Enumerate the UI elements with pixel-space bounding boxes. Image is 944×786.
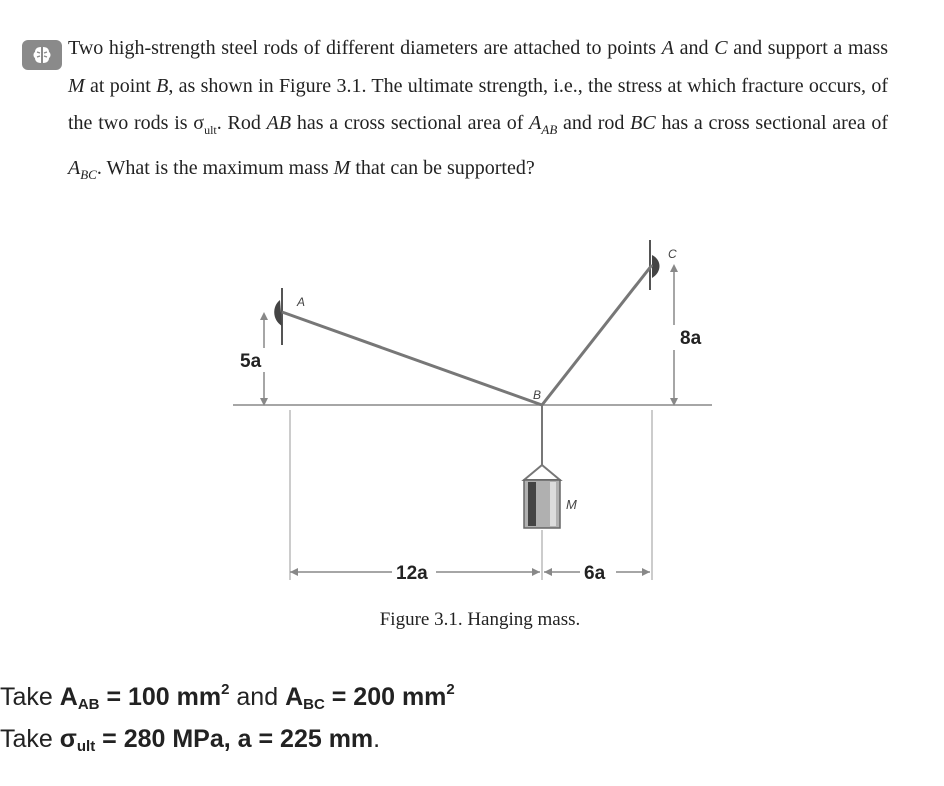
dim-6a-arrow-left xyxy=(544,568,552,576)
hanger-hook xyxy=(524,465,560,480)
given-areas: Take $A_{AB} = 100$ $mm^2$ and $A_{BC} = 200$ $mm^2$ xyxy=(0,681,455,713)
dim-6a-arrow-right xyxy=(642,568,650,576)
rod-bc xyxy=(542,265,652,405)
mass-shade-left xyxy=(528,482,536,526)
given-strength: Take $\sigma_{ult} = 280$ MPa, a = 225 mm. xyxy=(0,725,381,755)
dim-12a-arrow-left xyxy=(290,568,298,576)
dim-5a-label: 5a xyxy=(240,351,262,372)
dim-8a-arrow-top xyxy=(670,264,678,272)
problem-statement: Two high-strength steel rods of different diameters are attached to points A and C and support a mass M at point B, as shown in Figure 3.1. The ultimate strength, i.e., the stress at which fracture occurs, of the two rods is $\sigma_{ult}$. Rod AB has a cross sectional area of $A_{AB}$ and rod BC has a cross sectional area of $A_{BC}$. What is the maximum mass M that can be supported? xyxy=(68,37,889,182)
dim-12a-label: 12a xyxy=(396,563,428,584)
mass-shade-right xyxy=(550,482,556,526)
dim-8a-label: 8a xyxy=(680,328,702,349)
rod-ab xyxy=(282,312,542,405)
figure-caption: Figure 3.1. Hanging mass. xyxy=(379,609,581,630)
label-a: A xyxy=(297,295,306,309)
dim-12a-arrow-right xyxy=(532,568,540,576)
dim-6a-label: 6a xyxy=(584,563,606,584)
label-b: B xyxy=(533,388,542,402)
label-c: C xyxy=(668,247,677,261)
pin-c xyxy=(652,255,660,278)
dim-5a-arrow-top xyxy=(260,312,268,320)
label-m: M xyxy=(566,497,577,512)
pin-a xyxy=(274,300,282,326)
